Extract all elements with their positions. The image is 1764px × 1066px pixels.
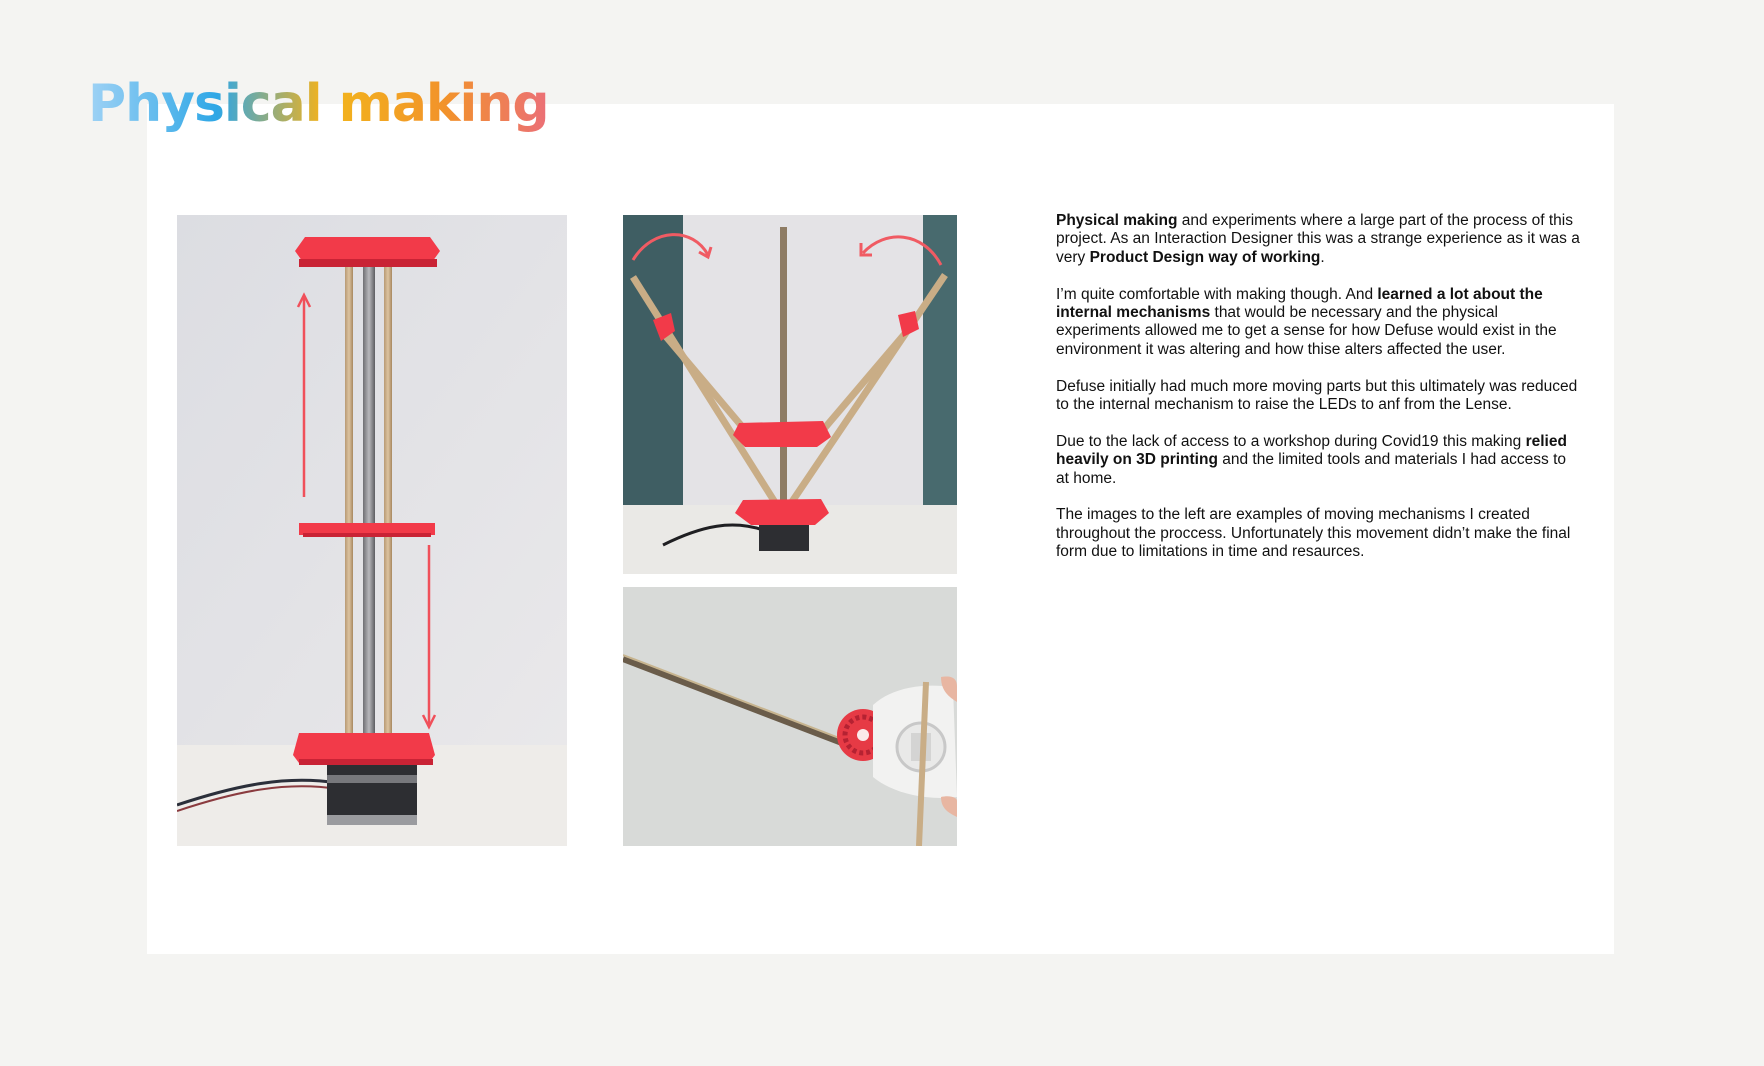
- title-word-making: making: [338, 74, 549, 134]
- paragraph-2-rest: that would be necessary and the physical experiments allowed me to get a sense for how Defuse would exist in the environment it was altering and how thise alters affected the user.: [1056, 304, 1557, 358]
- paragraph-4-text: Due to the lack of access to a workshop during Covid19 this making: [1056, 432, 1526, 450]
- paragraph-2: [1056, 286, 1580, 360]
- title-word-physical: Physical: [88, 74, 322, 134]
- paragraph-1-end: .: [1320, 248, 1325, 266]
- paragraph-5-text: The images to the left are examples of moving mechanisms I created throughout the proccess. Unfortunately this movement didn’t make the final form due to limitations in time and resaurces.: [1056, 506, 1571, 561]
- paragraph-4-bold-phrase: relied heavily on 3D printing: [1056, 432, 1567, 469]
- paragraph-4: [1056, 433, 1580, 488]
- paragraph-1-text: and experiments where a large part of the process of this project. As an Interaction Designer this was a strange experience as it was a very: [1056, 212, 1580, 266]
- paragraph-3-text: Defuse initially had much more moving parts but this ultimately was reduced to the internal mechanism to raise the LEDs to anf from the Lense.: [1056, 377, 1578, 414]
- paragraph-1-bold-lead: Physical making: [1056, 212, 1178, 229]
- paragraph-4-rest: and the limited tools and materials I had access to at home.: [1056, 451, 1566, 487]
- folding-arms-mechanism-photo: [623, 215, 957, 574]
- paragraph-2-bold-phrase: learned a lot about the internal mechanisms: [1056, 285, 1543, 322]
- paragraph-5: [1056, 506, 1580, 561]
- page-title: [88, 64, 549, 144]
- paragraph-1-bold-phrase: Product Design way of working: [1089, 248, 1321, 266]
- gear-track-mechanism-photo: [623, 587, 957, 846]
- body-text: [1056, 212, 1580, 580]
- paragraph-1: [1056, 212, 1580, 267]
- paragraph-2-text: I’m quite comfortable with making though. And: [1056, 285, 1378, 303]
- tower-lift-mechanism-photo: [177, 215, 567, 846]
- paragraph-3: [1056, 378, 1580, 415]
